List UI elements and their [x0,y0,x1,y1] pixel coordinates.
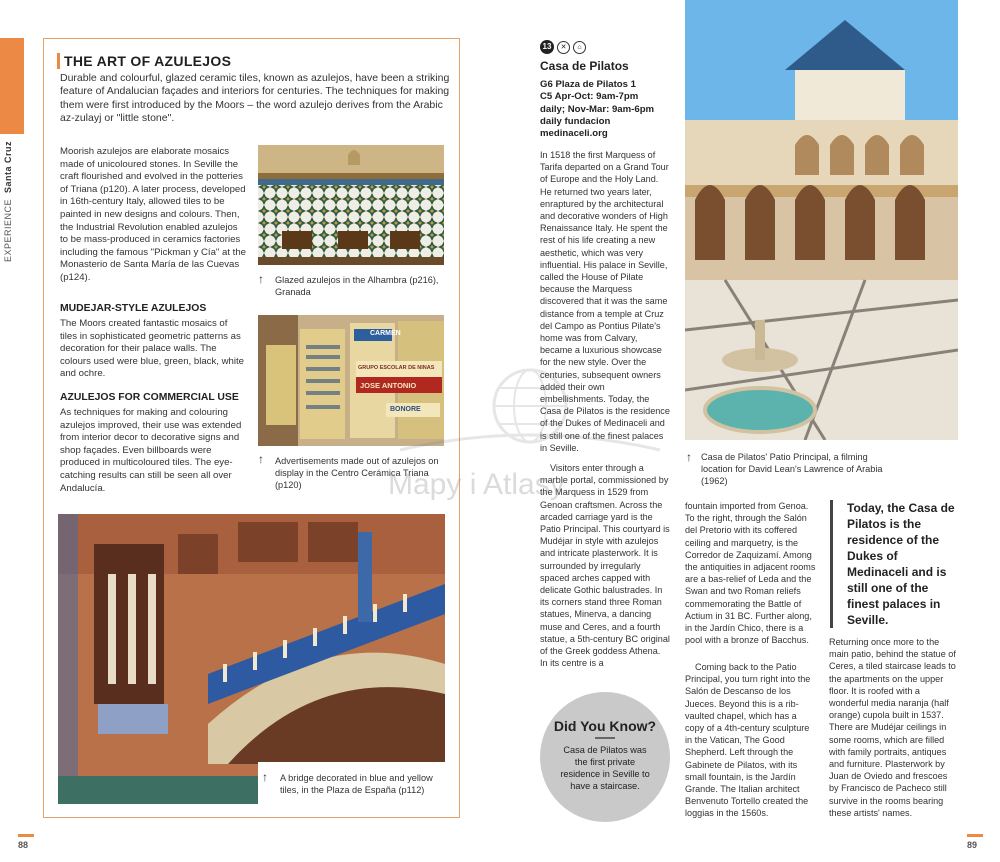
arrow-up-icon: ↑ [258,452,264,466]
info-line-hours-2: daily; Nov-Mar: 9am-6pm [540,103,655,115]
did-you-know-text: Casa de Pilatos was the first private residence in Seville to have a staircase. [560,745,650,791]
heading-commercial: AZULEJOS FOR COMMERCIAL USE [60,392,239,403]
caption-patio: Casa de Pilatos' Patio Principal, a filming location for David Lean's Lawrence of Arabia (1962) [701,452,883,486]
watermark-text: Mapy i Atlasy [388,468,565,501]
entry-icons [540,40,586,54]
photo-alhambra-tiles [258,145,444,265]
arrow-up-icon: ↑ [262,770,268,784]
col1-paragraph-1: In 1518 the first Marquess of Tarifa departed on a Grand Tour of Europe and the Holy Land. He returned two years later, enraptured by the architectural and decorative wonders of High Renaissance Italy. He spent the rest of his life creating a new aesthetic, which was very influential. His palace in Seville, called the House of Pilate because the Marquess discovered that it was the same distance from a temple at Cruz del Campo as Pontius Pilate's home was from Calvary, became a luxurious showcase for the new style. Over the centuries, subsequent owners added their own embellishments. Today, the Casa de Pilatos is the residence of the Dukes of Medinaceli and is still one of the finest palaces in Seville. [540,150,670,453]
tile-sign-bonore: BONORE [390,406,421,413]
col3-paragraph: Returning once more to the main patio, behind the statue of Ceres, a tiled staircase leads to the apartments on the upper floor. It is roofed with a wonderful media naranja (half orange) cupola built in 1537. There are Mudéjar ceilings in some rooms, which are filled with family portraits, antiques and furniture. Plasterwork by Juan de Oviedo and frescoes by Francisco de Pacheco still survive in the rooms bearing these artists' names. [829,637,956,818]
section-label-experience: EXPERIENCE [3,198,13,262]
entry-title: Casa de Pilatos [540,59,629,73]
arrow-up-icon: ↑ [258,272,264,286]
page-number-left: 88 [18,840,29,850]
section-label-area: Santa Cruz [3,140,13,193]
page-number-bar [967,834,983,837]
page-number-right: 89 [967,840,978,850]
entry-number: 13 [540,40,554,54]
page-number-bar [18,834,34,837]
col2-paragraph-2: Coming back to the Patio Principal, you turn right into the Salón de Descanso de los Jueces. Beyond this is a rib-vaulted chapel, which has a copy of a 4th-century sculpture in the Vatican, The Good Shepherd. Left through the Gabinete de Pilatos, with its small fountain, is the Jardín Grande. The Italian architect Benvenuto Tortello created the loggias in the 1560s. [685,662,811,819]
section-label [3,141,13,262]
caption-alhambra: Glazed azulejos in the Alhambra (p216), Granada [275,275,439,297]
photo-plaza-espana-bridge [58,514,445,804]
photo-tile-advertisements [258,315,444,446]
feature-box-title: THE ART OF AZULEJOS [57,53,231,69]
paragraph-commercial: As techniques for making and colouring azulejos improved, their use was extended from interior decor to decorative signs and shop façades. Even billboards were produced in multicoloured tiles. The eye-catching results can still be seen all over Andalucía. [60,407,242,494]
pull-quote: Today, the Casa de Pilatos is the residence of the Dukes of Medinaceli and is still one of the finest palaces in Seville. [830,500,958,628]
paragraph-moorish: Moorish azulejos are elaborate mosaics made of unicoloured stones. In Seville the craft flourished and evolved in the potteries of Triana (p120). A later process, developed in 16th-century Italy, allowed tiles to be painted in new designs and colours. Then, the Industrial Revolution enabled azulejos to be mass-produced in ceramics factories including the famous "Pickman y Cía" at the Monasterio de Santa María de las Cuevas (p124). [60,146,246,283]
tile-sign-jose: JOSE ANTONIO [360,381,417,390]
eat-icon: ✕ [557,41,570,54]
chapter-tab [0,38,24,134]
heading-mudejar: MUDEJAR-STYLE AZULEJOS [60,303,207,314]
arrow-up-icon: ↑ [686,450,692,464]
paragraph-mudejar: The Moors created fantastic mosaics of tiles in sophisticated geometric patterns as decoration for their palace walls. The colours used were blue, green, black, white and ochre. [60,318,244,380]
caption-bridge: A bridge decorated in blue and yellow tiles, in the Plaza de España (p112) [280,773,433,795]
info-line-hours: C5 Apr-Oct: 9am-7pm [540,91,639,103]
feature-box-intro: Durable and colourful, glazed ceramic tiles, known as azulejos, have been a striking feature of Andalucian façades and interiors for centuries. The techniques for making them were first introduced by the Moors – the word azulejo derives from the Arabic az-zulayj or "little stone". [60,72,450,125]
view-icon: ⌂ [573,41,586,54]
entry-info [540,79,670,140]
tile-sign-grupo: GRUPO ESCOLAR DE NIÑAS [358,365,435,371]
caption-advertisements: Advertisements made out of azulejos on display in the Centro Cerámica Triana (p120) [275,456,439,490]
tile-sign-carmen: CARMEN [370,330,401,337]
col2-paragraph-1: fountain imported from Genoa. To the right, through the Salón del Pretorio with its coffered ceiling and marquetry, is the Corredor de Zaquizamí. Among the antiquities in adjacent rooms are a bas-relief of Leda and the Swan and two Roman reliefs commemorating the Battle of Actium in 31 BC. Further along, in the Jardín Chico, there is a pool with a bronze of Bacchus. [685,501,816,646]
col1-paragraph-2: Visitors enter through a marble portal, commissioned by the Marquess in 1529 from Genoan craftsmen. Across the arcaded carriage yard is the Patio Principal. This courtyard is Mudéjar in style with azulejos and intricate plasterwork. It is surrounded by irregularly spaced arches capped with delicate Gothic balustrades. In its corners stand three Roman statues, Minerva, a dancing muse and Ceres, and a fourth statue, a 5th-century BC original of the Greek goddess Athena. In its centre is a [540,463,670,669]
did-you-know-divider [595,737,615,739]
photo-patio-principal [685,0,958,440]
did-you-know-title: Did You Know? [553,718,657,734]
info-line-web: daily fundacion [540,115,611,127]
info-line-web-2: medinaceli.org [540,128,608,140]
info-line-location: G6 Plaza de Pilatos 1 [540,79,636,90]
